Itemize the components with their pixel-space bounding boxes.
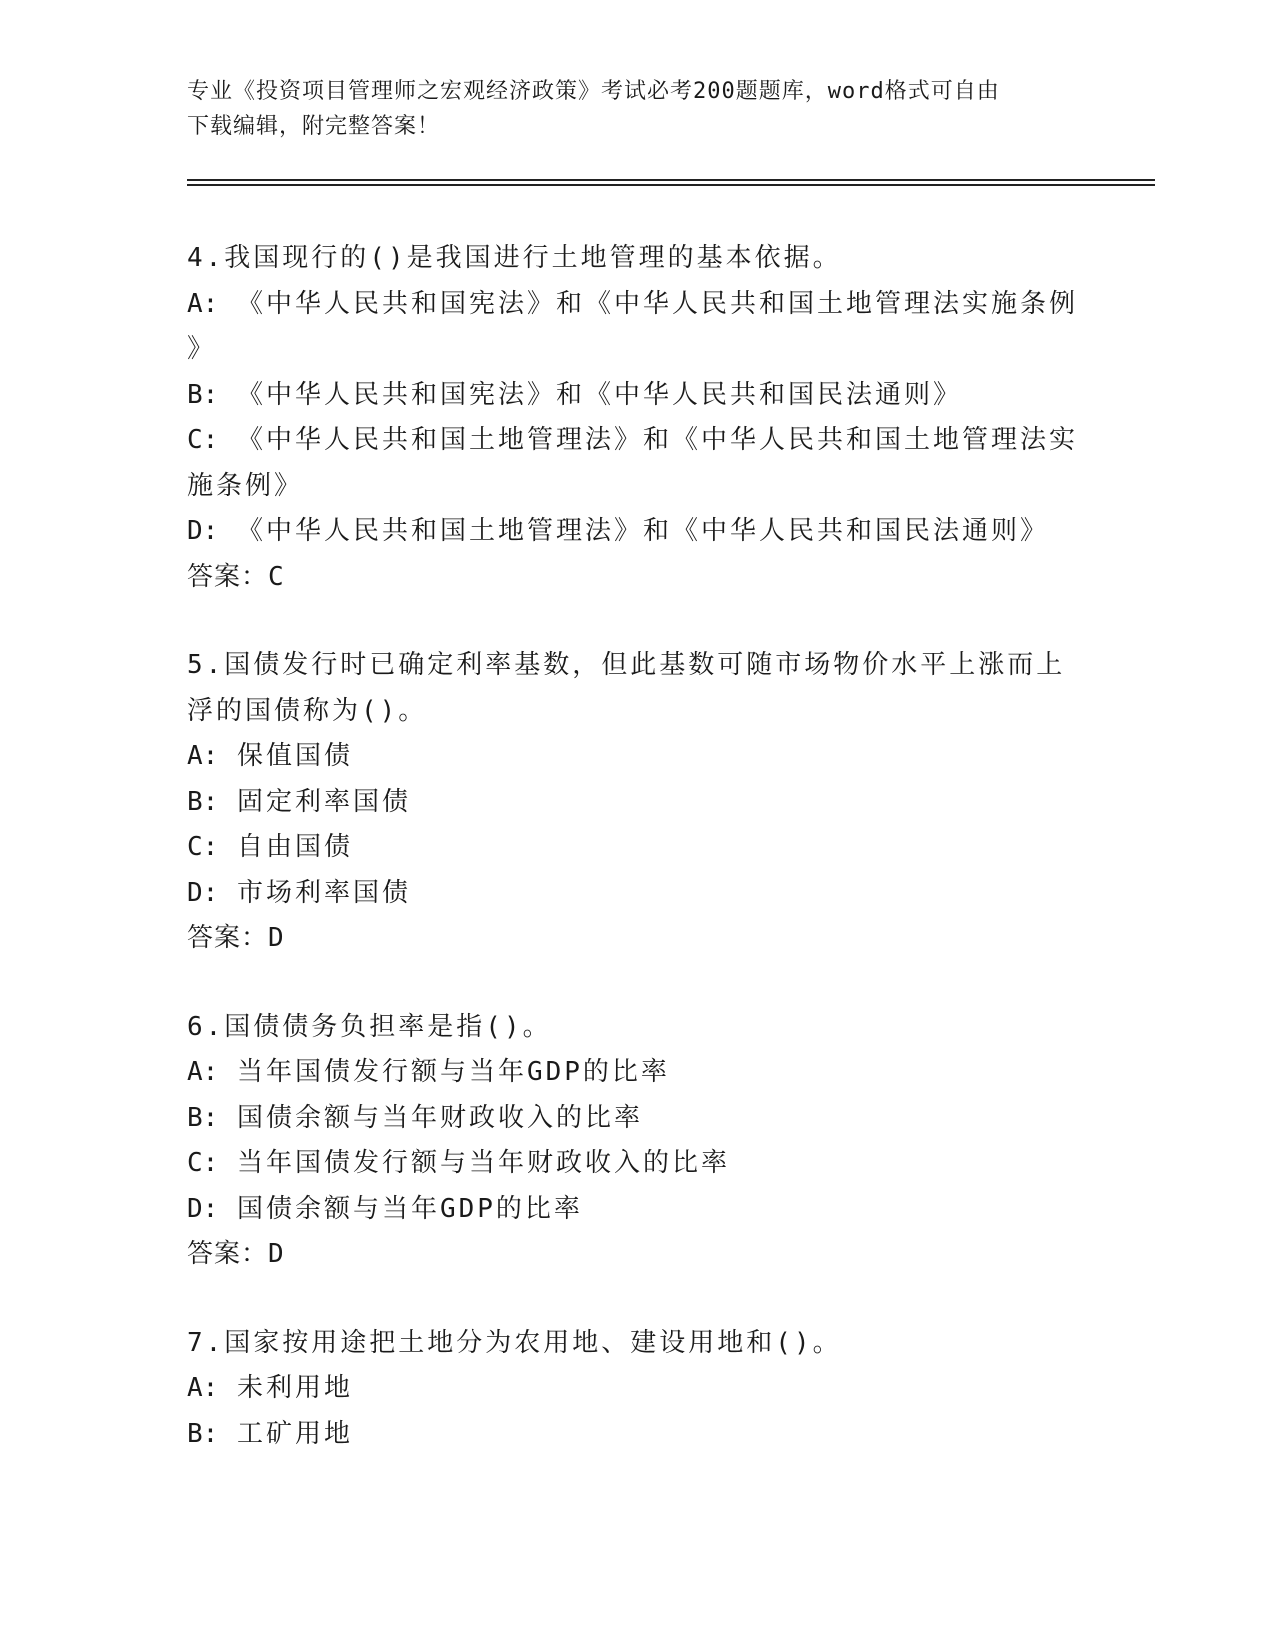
answer-option bbox=[187, 373, 1087, 419]
option-text: 《中华人民共和国土地管理法》和《中华人民共和国土地管理法实 bbox=[236, 425, 1078, 455]
question-stem: 7.国家按用途把土地分为农用地、建设用地和()。 bbox=[187, 1327, 842, 1358]
option-letter: B: bbox=[187, 1418, 219, 1449]
option-letter: C: bbox=[187, 832, 219, 862]
question-stem: 6.国债债务负担率是指()。 bbox=[187, 1011, 552, 1042]
option-text: 当年国债发行额与当年GDP的比率 bbox=[236, 1057, 670, 1087]
answer-key: 答案：D bbox=[187, 1239, 285, 1269]
option-text: 施条例》 bbox=[187, 470, 304, 501]
option-text: 》 bbox=[187, 334, 217, 364]
question-block bbox=[187, 643, 1087, 962]
answer-option bbox=[187, 1050, 1087, 1096]
question-block bbox=[187, 236, 1087, 600]
option-text: 国债余额与当年财政收入的比率 bbox=[236, 1102, 643, 1133]
answer-option bbox=[187, 1412, 1087, 1458]
option-letter: D: bbox=[187, 516, 219, 546]
option-text: 未利用地 bbox=[236, 1373, 353, 1403]
option-text: 《中华人民共和国宪法》和《中华人民共和国土地管理法实施条例 bbox=[236, 288, 1078, 319]
answer-option bbox=[187, 1187, 1087, 1233]
answer-option bbox=[187, 734, 1087, 780]
option-letter: D: bbox=[187, 1193, 219, 1224]
header-divider-top bbox=[187, 179, 1155, 181]
option-letter: B: bbox=[187, 1102, 219, 1133]
answer-option bbox=[187, 327, 1087, 373]
option-text: 保值国债 bbox=[236, 741, 353, 771]
option-text: 固定利率国债 bbox=[236, 786, 411, 817]
question-block bbox=[187, 1005, 1087, 1278]
answer-option bbox=[187, 780, 1087, 826]
option-text: 工矿用地 bbox=[236, 1418, 353, 1449]
answer-option bbox=[187, 1096, 1087, 1142]
answer-option bbox=[187, 825, 1087, 871]
option-letter: A: bbox=[187, 1057, 219, 1087]
header-divider-bottom bbox=[187, 184, 1155, 186]
answer-option bbox=[187, 1141, 1087, 1187]
answer-key: 答案：C bbox=[187, 561, 285, 592]
option-letter: C: bbox=[187, 1148, 219, 1178]
option-letter: A: bbox=[187, 288, 219, 319]
option-letter: B: bbox=[187, 786, 219, 817]
header-line-2: 下载编辑，附完整答案！ bbox=[187, 114, 441, 139]
answer-key: 答案：D bbox=[187, 923, 285, 953]
question-stem: 4.我国现行的()是我国进行土地管理的基本依据。 bbox=[187, 243, 842, 273]
option-text: 《中华人民共和国土地管理法》和《中华人民共和国民法通则》 bbox=[236, 516, 1049, 546]
answer-option bbox=[187, 418, 1087, 464]
answer-option bbox=[187, 871, 1087, 917]
option-letter: C: bbox=[187, 425, 219, 455]
document-header bbox=[187, 74, 1067, 144]
question-stem: 5.国债发行时已确定利率基数，但此基数可随市场物价水平上涨而上 bbox=[187, 650, 1066, 680]
option-text: 国债余额与当年GDP的比率 bbox=[236, 1193, 583, 1224]
option-text: 市场利率国债 bbox=[236, 877, 411, 908]
option-letter: A: bbox=[187, 1373, 219, 1403]
option-text: 当年国债发行额与当年财政收入的比率 bbox=[236, 1148, 730, 1178]
option-letter: A: bbox=[187, 741, 219, 771]
answer-option bbox=[187, 509, 1087, 555]
option-letter: D: bbox=[187, 877, 219, 908]
question-stem: 浮的国债称为()。 bbox=[187, 695, 428, 726]
answer-option bbox=[187, 282, 1087, 328]
answer-option bbox=[187, 464, 1087, 510]
answer-option bbox=[187, 1366, 1087, 1412]
option-letter: B: bbox=[187, 379, 219, 410]
option-text: 《中华人民共和国宪法》和《中华人民共和国民法通则》 bbox=[236, 379, 962, 410]
question-block bbox=[187, 1321, 1087, 1458]
question-list bbox=[187, 236, 1087, 1500]
header-line-1: 专业《投资项目管理师之宏观经济政策》考试必考200题题库，word格式可自由 bbox=[187, 79, 1000, 104]
option-text: 自由国债 bbox=[236, 832, 353, 862]
